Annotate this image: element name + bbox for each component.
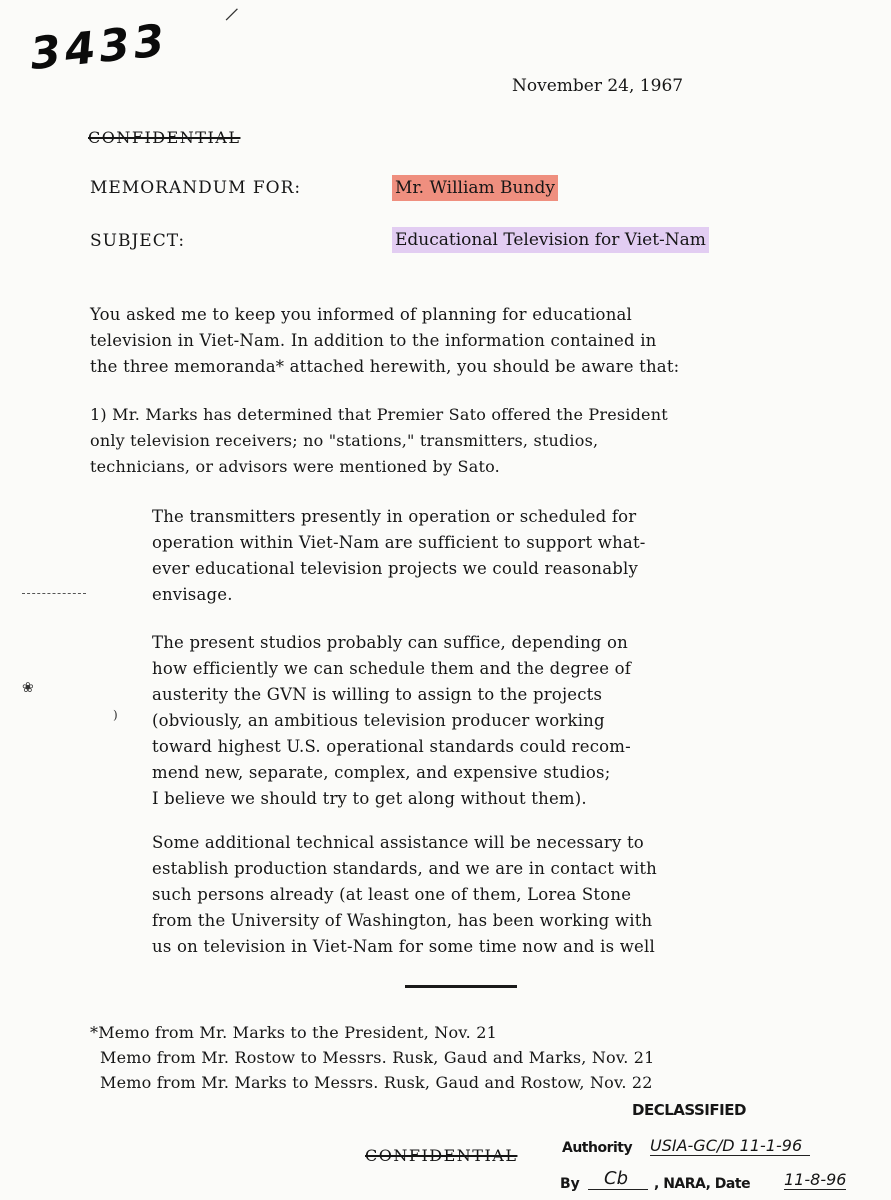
stamp-nara-label: , NARA, Date bbox=[654, 1176, 751, 1192]
assistance-line: Some additional technical assistance will be necessary to bbox=[152, 833, 644, 852]
intro-line: the three memoranda* attached herewith, you should be aware that: bbox=[90, 357, 680, 376]
stamp-by-label: By bbox=[560, 1176, 580, 1192]
studios-line: mend new, separate, complex, and expensive studios; bbox=[152, 763, 611, 782]
intro-line: You asked me to keep you informed of planning for educational bbox=[90, 305, 633, 324]
transmitters-line: The transmitters presently in operation or scheduled for bbox=[152, 507, 637, 526]
studios-paragraph bbox=[152, 630, 631, 812]
point-1-line: only television receivers; no "stations," transmitters, studios, bbox=[90, 431, 599, 450]
scan-speck: | bbox=[224, 4, 242, 23]
declassified-stamp: DECLASSIFIED bbox=[632, 1101, 746, 1119]
stamp-date-value: 11-8-96 bbox=[784, 1170, 847, 1189]
intro-line: television in Viet-Nam. In addition to the information contained in bbox=[90, 331, 657, 350]
assistance-paragraph bbox=[152, 830, 657, 960]
footnote-line: Memo from Mr. Rostow to Messrs. Rusk, Gaud and Marks, Nov. 21 bbox=[100, 1048, 655, 1067]
point-1-paragraph bbox=[90, 402, 668, 480]
studios-line: how efficiently we can schedule them and the degree of bbox=[152, 659, 632, 678]
assistance-line: us on television in Viet-Nam for some time now and is well bbox=[152, 937, 655, 956]
transmitters-line: operation within Viet-Nam are sufficient to support what- bbox=[152, 533, 646, 552]
assistance-line: establish production standards, and we are in contact with bbox=[152, 859, 657, 878]
footnote-line: *Memo from Mr. Marks to the President, Nov. 21 bbox=[90, 1023, 497, 1042]
stamp-authority-value: USIA-GC/D 11-1-96 bbox=[650, 1136, 810, 1156]
studios-line: (obviously, an ambitious television producer working bbox=[152, 711, 605, 730]
transmitters-paragraph bbox=[152, 504, 646, 608]
stamp-authority-label: Authority bbox=[562, 1140, 633, 1156]
classification-top: CONFIDENTIAL bbox=[88, 128, 241, 147]
studios-line: toward highest U.S. operational standards could recom- bbox=[152, 737, 631, 756]
subject-value: Educational Television for Viet-Nam bbox=[392, 227, 709, 253]
classification-bottom: CONFIDENTIAL bbox=[365, 1146, 518, 1165]
memo-for-label: MEMORANDUM FOR: bbox=[90, 178, 302, 198]
footnote-line: Memo from Mr. Marks to Messrs. Rusk, Gaud and Rostow, Nov. 22 bbox=[100, 1073, 653, 1092]
scan-dash bbox=[22, 593, 86, 594]
studios-line: austerity the GVN is willing to assign to the projects bbox=[152, 685, 603, 704]
studios-line: The present studios probably can suffice, depending on bbox=[152, 633, 628, 652]
transmitters-line: ever educational television projects we could reasonably bbox=[152, 559, 639, 578]
assistance-line: from the University of Washington, has been working with bbox=[152, 911, 653, 930]
scan-speck: ❀ bbox=[22, 680, 34, 696]
transmitters-line: envisage. bbox=[152, 585, 233, 604]
point-1-line: 1) Mr. Marks has determined that Premier Sato offered the President bbox=[90, 405, 668, 424]
assistance-line: such persons already (at least one of them, Lorea Stone bbox=[152, 885, 632, 904]
memo-for-value: Mr. William Bundy bbox=[392, 175, 558, 201]
subject-label: SUBJECT: bbox=[90, 231, 186, 251]
intro-paragraph bbox=[90, 302, 679, 380]
handwritten-document-number: 3433 bbox=[27, 14, 171, 81]
footnote-separator bbox=[405, 985, 517, 988]
memo-date: November 24, 1967 bbox=[512, 76, 684, 96]
scan-speck: ) bbox=[113, 708, 118, 722]
point-1-line: technicians, or advisors were mentioned by Sato. bbox=[90, 457, 500, 476]
studios-line: I believe we should try to get along without them). bbox=[152, 789, 587, 808]
footnotes bbox=[90, 1020, 655, 1095]
stamp-by-value: Cb bbox=[588, 1168, 648, 1190]
